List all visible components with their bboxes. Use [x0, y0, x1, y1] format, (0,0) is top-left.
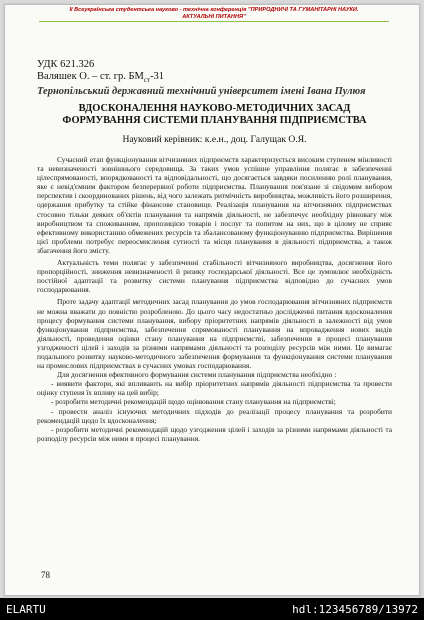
institution: Тернопільський державний технічний університет імені Івана Пулюя [37, 86, 366, 98]
list-item: - розробити методичні рекомендацій щодо узгодження цілей і заходів за різними напрямами діяльності та розподілу ресурсів між ними в процесі планування. [37, 424, 392, 443]
paragraph: Актуальність теми полягає у забезпеченні стабільності вітчизняного виробництва, досягнення його пропорційності, зниження невизначеності й ризику господарської діяльності. Все це зумовлює необхідність постійної адаптації та розвитку системи планування підприємства відповідно до сучасних умов господарювання. [37, 258, 392, 295]
author-line [37, 71, 366, 87]
author-name: Валяшек О. – ст. гр. БМ [37, 70, 144, 82]
conference-header-line1: ІІ Всеукраїнська студентська науково - технічна конференція "ПРИРОДНИЧІ ТА ГУМАНІТАРНІ НАУКИ. [69, 7, 359, 13]
article-body [37, 155, 392, 443]
udk-code: УДК 621.326 [37, 59, 95, 70]
list-item: - провести аналіз існуючих методичних підходів до реалізації процесу планування та розробити рекомендацій щодо їх вдосконалення; [37, 406, 392, 425]
repository-name: ELARTU [6, 603, 46, 616]
author-group-subscript: ст [143, 75, 151, 84]
list-item: - розробити методичні рекомендацій щодо оцінювання стану планування на підприємстві; [51, 397, 336, 407]
handle-identifier: hdl:123456789/13972 [292, 603, 418, 616]
document-page [4, 4, 420, 596]
page-number: 78 [41, 570, 50, 580]
repository-footer [0, 598, 424, 620]
paragraph: Сучасний етап функціонування вітчизняних підприємств характеризується високим ступенем мінливості та невизначеності зовнішнього середовища. За таких умов успішне управління полягає в забезпеченні цілеспрямованості, впорядкованості та відповідальності, що досягається завдяки посиленню ролі планування, яке є невід'ємним фактором безперервної роботи підприємства. Планування пов'язане зі свідомим вибором перспектив і скоординованих рішень, від чого залежать ритмічність виробництва, можливість його розширення, одержання прибутку та стійке фінансове становище. Реалізація планування на вітчизняних підприємствах стосовно тільки деяких об'єктів планування та напрямів діяльності, не забезпечує необхідну рівновагу між виробництвом та споживанням, пропозицією товарів і послуг та попитом на них, що в цілому не сприяє ефективному використанню обмежених ресурсів та збалансованому функціонуванню підприємства. Вирішення цієї проблеми потребує переосмислення сутності та місця планування в діяльності підприємства, а також збагачення його змісту. [37, 155, 392, 255]
paragraph: Проте задачу адаптації методичних засад планування до умов господарювання вітчизняних підприємств не можна вважати до повністю розробленою. До цього часу недостатньо дослідженні питання вдосконалення процесу формування системи планування, вибору пріоритетних напрямів діяльності в залежності від умов функціонування підприємства, забезпечення спрямованості планування на впровадження нових видів діяльності, проведення оцінки стану планування на підприємстві, забезпечення в процесі планування узгодженості цілей і заходів за різними напрямами діяльності та розподілу ресурсів між ними. Це вимагає подальшого розвитку науково-методичного забезпечення формування та функціонування системи планування на промислових підприємствах в сучасних умовах господарювання. [37, 297, 392, 371]
conference-header [39, 7, 389, 22]
list-item: - виявити фактори, які впливають на вибір пріоритетних напрямів діяльності підприємства та провести оцінку ступеня їх впливу на цей вибір; [37, 379, 392, 398]
conference-header-line2: АКТУАЛЬНІ ПИТАННЯ" [182, 13, 246, 20]
scientific-adviser: Науковий керівник: к.е.н., доц. Галущак О.Я. [122, 134, 307, 145]
author-group-suffix: -31 [150, 70, 165, 82]
paragraph: Для досягнення ефективного формування системи планування підприємства необхідно : [57, 370, 337, 380]
article-meta [37, 59, 366, 98]
article-title-line1: ВДОСКОНАЛЕННЯ НАУКОВО-МЕТОДИЧНИХ ЗАСАД [78, 103, 351, 114]
article-title-line2: ФОРМУВАННЯ СИСТЕМИ ПЛАНУВАННЯ ПІДПРИЄМСТВА [62, 115, 367, 126]
article-title [37, 103, 392, 127]
